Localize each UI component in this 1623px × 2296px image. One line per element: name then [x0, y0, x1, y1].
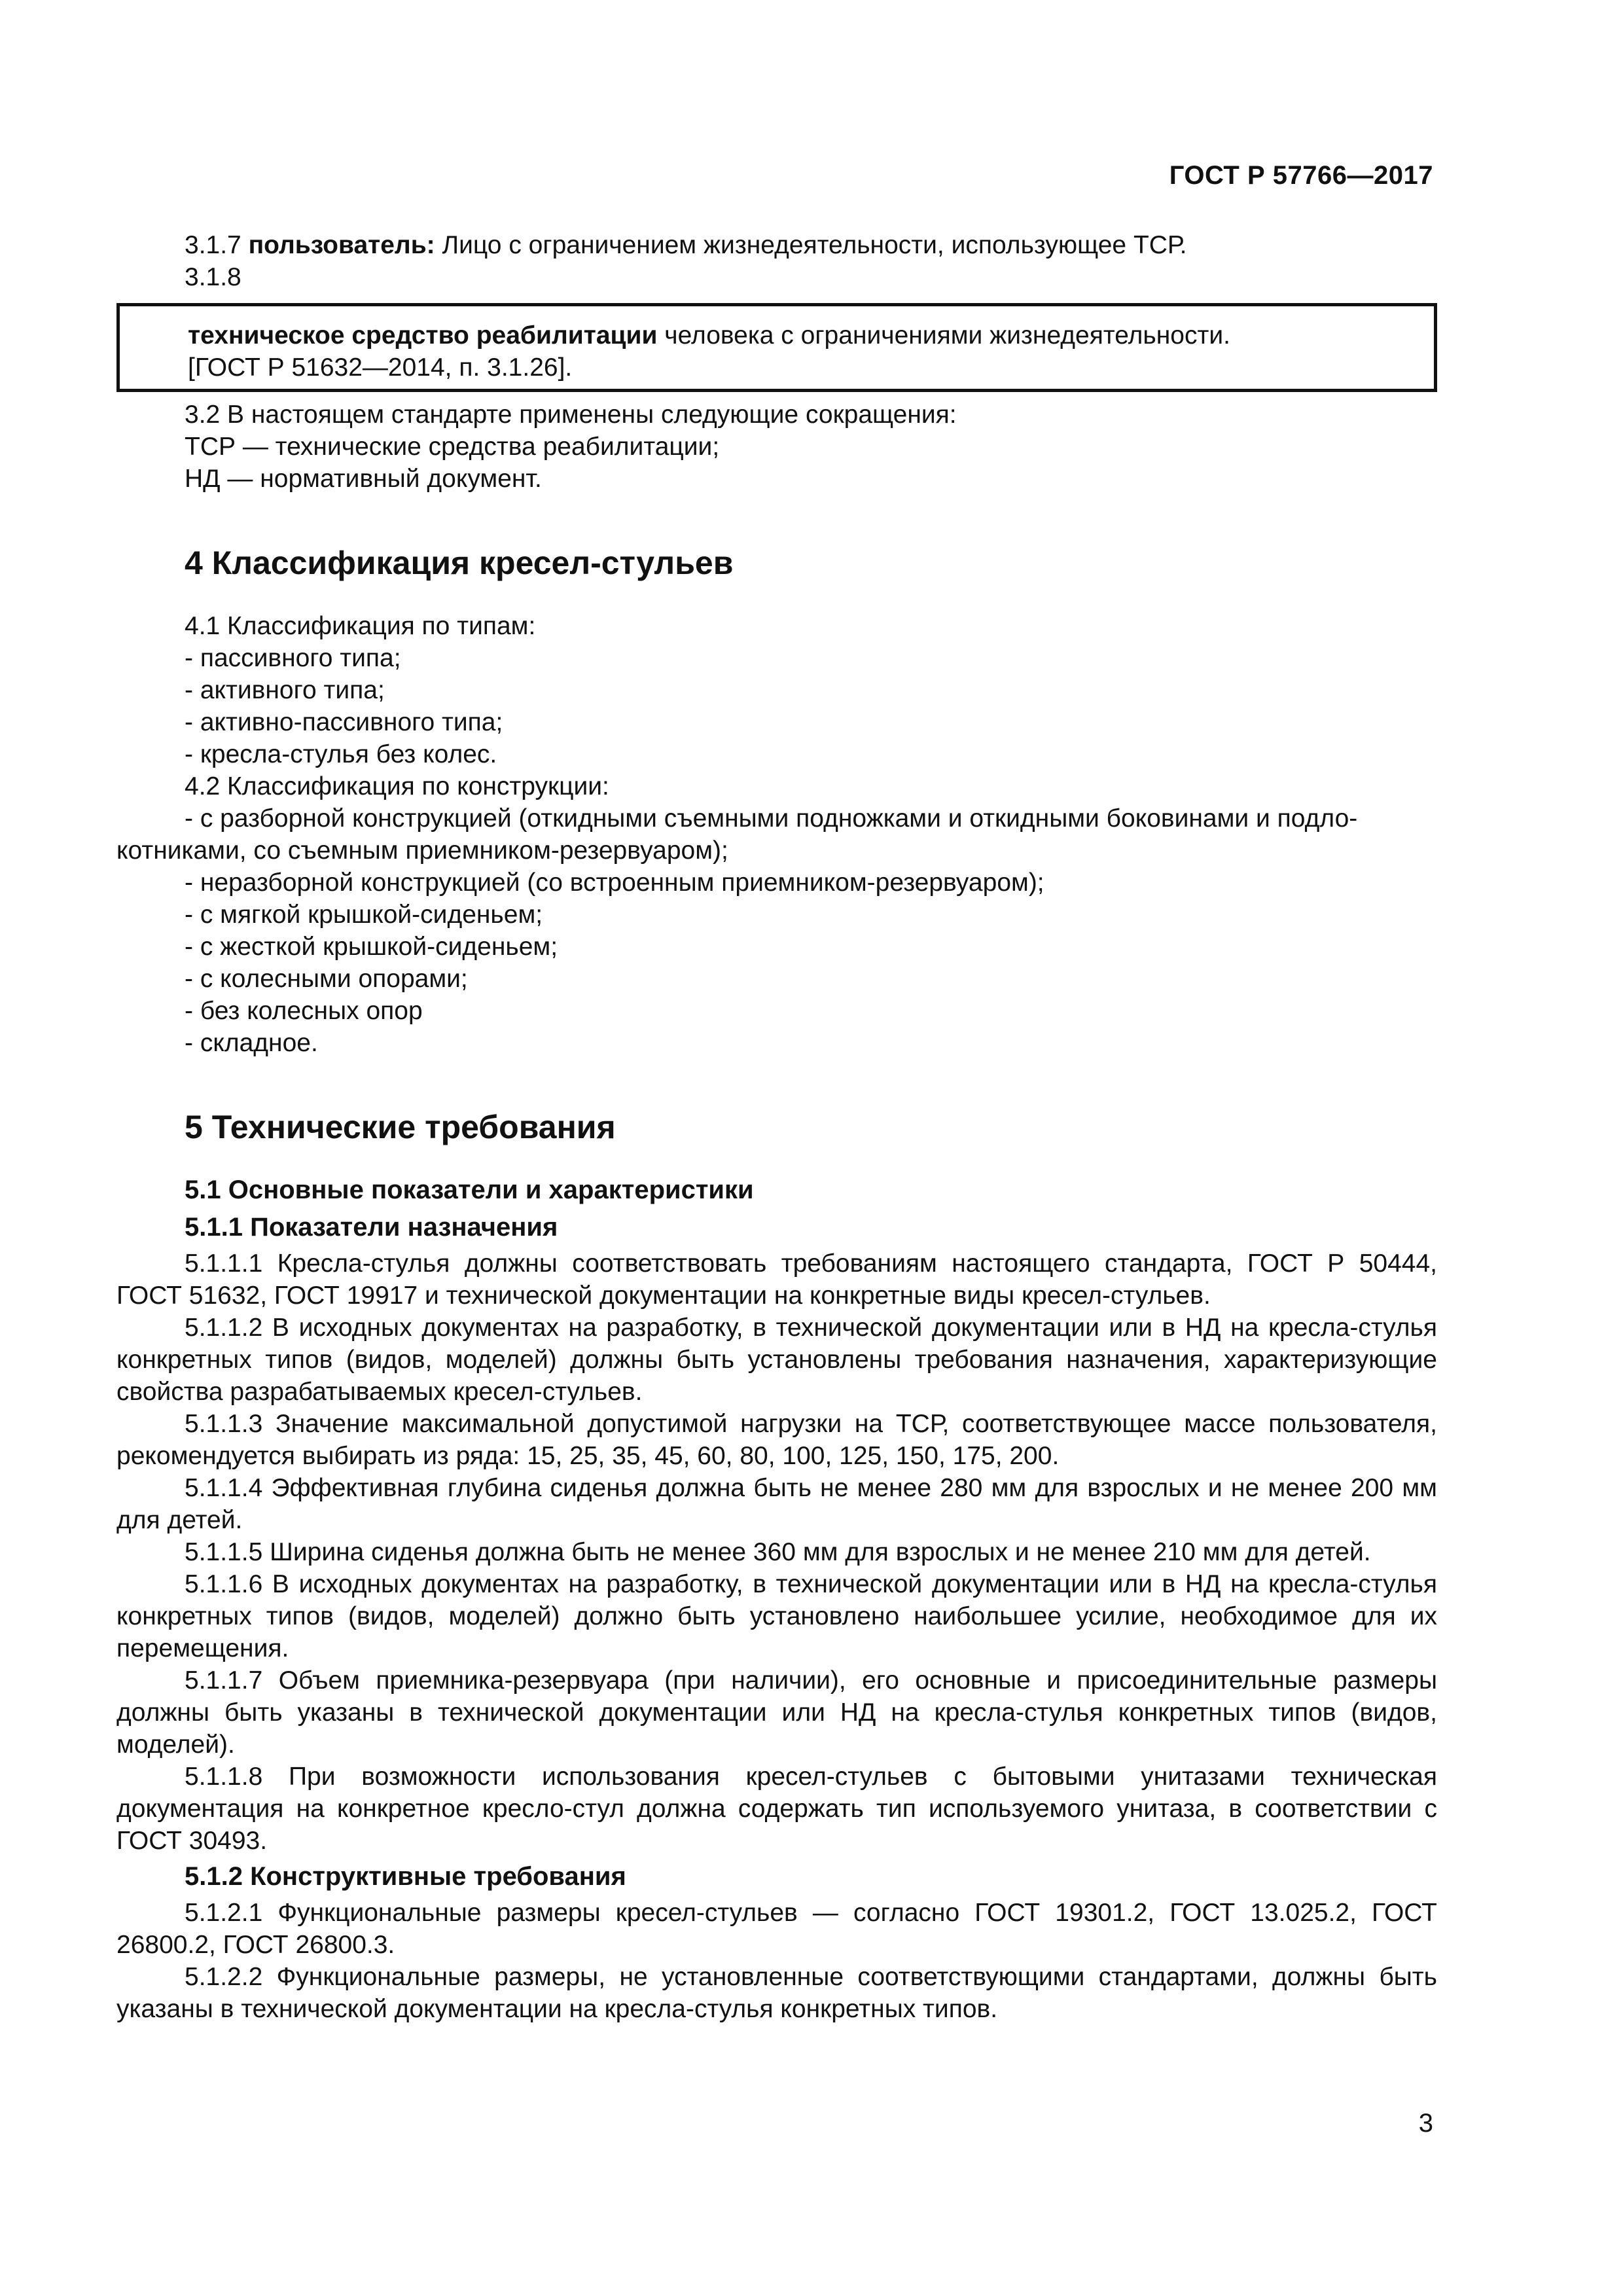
page-number: 3: [1418, 2109, 1433, 2138]
list-item: - с колесными опорами;: [185, 965, 468, 993]
subsection-5-1-1-heading: 5.1.1 Показатели назначения: [185, 1213, 558, 1242]
list-item-continuation: котниками, со съемным приемником-резервуаром);: [116, 836, 728, 865]
list-item: - с жесткой крышкой-сиденьем;: [185, 933, 558, 961]
definition-text: Лицо с ограничением жизнедеятельности, использующее ТСР.: [442, 231, 1187, 259]
clause-5-1-1-6: 5.1.1.6 В исходных документах на разработку, в технической документации или в НД на кресла-стулья конкретных типов (видов, моделей) должно быть установлено наибольшее усилие, необходимое для их перемещения.: [116, 1570, 1437, 1662]
section-5-heading: 5 Технические требования: [185, 1109, 616, 1145]
clause-5-1-1-3: 5.1.1.3 Значение максимальной допустимой нагрузки на ТСР, соответствующее массе пользователя, рекомендуется выбирать из ряда: 15, 25, 35, 45, 60, 80, 100, 125, 150, 175, 200.: [116, 1410, 1437, 1470]
definition-3-1-7: [116, 229, 1437, 261]
abbreviation-item: НД — нормативный документ.: [185, 465, 542, 493]
list-item: - активно-пассивного типа;: [185, 708, 503, 736]
definition-reference: [ГОСТ Р 51632—2014, п. 3.1.26].: [188, 353, 573, 382]
list-item: - складное.: [185, 1029, 318, 1057]
abbreviation-item: ТСР — технические средства реабилитации;: [185, 433, 720, 461]
subsection-5-1-2-heading: 5.1.2 Конструктивные требования: [185, 1862, 626, 1891]
clause-5-1-1-7: 5.1.1.7 Объем приемника-резервуара (при наличии), его основные и присоединительные размеры должны быть указаны в технической документации или НД на кресла-стулья конкретных типов (видов, моделей).: [116, 1666, 1437, 1759]
clause-number-3-1-8: 3.1.8: [185, 263, 241, 291]
clause-4-2: 4.2 Классификация по конструкции:: [185, 772, 609, 800]
term-box: [116, 303, 1437, 392]
page-content: [116, 229, 1437, 2025]
clause-4-1: 4.1 Классификация по типам:: [185, 612, 536, 640]
list-item: - без колесных опор: [185, 997, 423, 1025]
definition-text: человека с ограничениями жизнедеятельности.: [664, 321, 1230, 350]
clause-5-1-1-8: 5.1.1.8 При возможности использования кресел-стульев с бытовыми унитазами техническая документация на конкретное кресло-стул должна содержать тип используемого унитаза, в соответствии с ГОСТ 30493.: [116, 1763, 1437, 1855]
list-item: - с мягкой крышкой-сиденьем;: [185, 901, 543, 929]
section-4-heading: 4 Классификация кресел-стульев: [185, 545, 734, 581]
list-item: - пассивного типа;: [185, 644, 401, 672]
abbreviations-intro: 3.2 В настоящем стандарте применены следующие сокращения:: [185, 401, 957, 429]
clause-5-1-2-2: 5.1.2.2 Функциональные размеры, не установленные соответствующими стандартами, должны быть указаны в технической документации на кресла-стулья конкретных типов.: [116, 1963, 1437, 2023]
list-item: - кресла-стулья без колес.: [185, 740, 497, 768]
clause-5-1-1-4: 5.1.1.4 Эффективная глубина сиденья должна быть не менее 280 мм для взрослых и не менее 200 мм для детей.: [116, 1474, 1437, 1534]
clause-5-1-1-1: 5.1.1.1 Кресла-стулья должны соответствовать требованиям настоящего стандарта, ГОСТ Р 50444, ГОСТ 51632, ГОСТ 19917 и технической документации на конкретные виды кресел-стульев.: [116, 1249, 1437, 1310]
term: техническое средство реабилитации: [188, 321, 658, 350]
list-item: - неразборной конструкцией (со встроенным приемником-резервуаром);: [185, 869, 1044, 897]
clause-5-1-1-5: 5.1.1.5 Ширина сиденья должна быть не менее 360 мм для взрослых и не менее 210 мм для детей.: [185, 1538, 1371, 1566]
list-item: - активного типа;: [185, 676, 385, 704]
clause-number: 3.1.7: [185, 231, 241, 259]
clause-5-1-1-2: 5.1.1.2 В исходных документах на разработку, в технической документации или в НД на кресла-стулья конкретных типов (видов, моделей) должны быть установлены требования назначения, характеризующие свойства разрабатываемых кресел-стульев.: [116, 1314, 1437, 1406]
document-code: ГОСТ Р 57766—2017: [1169, 161, 1433, 190]
subsection-5-1-heading: 5.1 Основные показатели и характеристики: [185, 1175, 754, 1204]
definition-3-1-8: [188, 319, 1434, 351]
clause-5-1-2-1: 5.1.2.1 Функциональные размеры кресел-стульев — согласно ГОСТ 19301.2, ГОСТ 13.025.2, ГОСТ 26800.2, ГОСТ 26800.3.: [116, 1899, 1437, 1959]
list-item: - с разборной конструкцией (откидными съемными подножками и откидными боковинами и подло-: [185, 804, 1358, 833]
term: пользователь:: [248, 231, 435, 259]
